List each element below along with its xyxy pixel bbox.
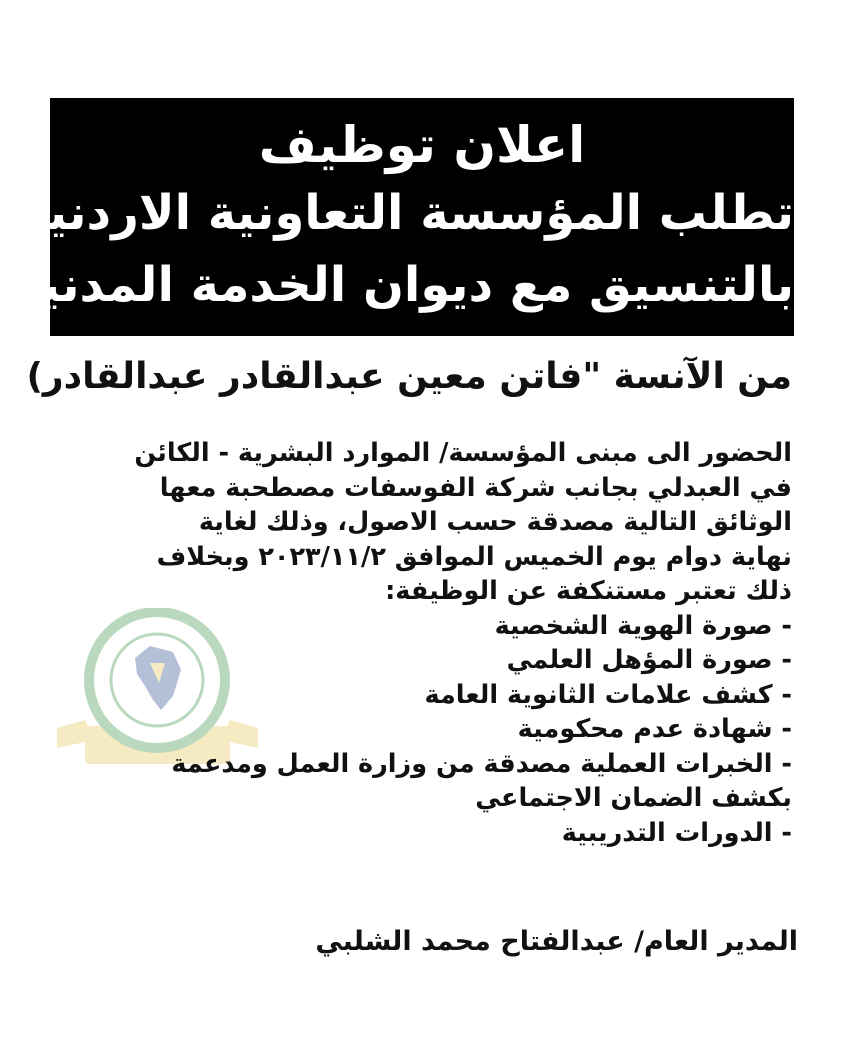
list-item: - الدورات التدريبية (561, 817, 792, 848)
header-line-2: تطلب المؤسسة التعاونية الاردنية (19, 185, 794, 241)
list-item: - شهادة عدم محكومية (517, 714, 792, 744)
announcement-body (52, 436, 792, 850)
list-item: - كشف علامات الثانوية العامة (424, 679, 792, 710)
body-line: الحضور الى مبنى المؤسسة/ الموارد البشرية - الكائن (134, 438, 792, 468)
recipient-name: من الآنسة "فاتن معين عبدالقادر عبدالقادر) (26, 356, 792, 397)
list-item: - الخبرات العملية مصدقة من وزارة العمل ومدعمة (171, 748, 792, 779)
announcement-header (12, 98, 794, 336)
header-line-3: بالتنسيق مع ديوان الخدمة المدنية (12, 257, 794, 313)
list-item: بكشف الضمان الاجتماعي (475, 783, 792, 813)
body-line: الوثائق التالية مصدقة حسب الاصول، وذلك لغاية (198, 507, 792, 537)
body-line: ذلك تعتبر مستنكفة عن الوظيفة: (385, 576, 792, 606)
list-item: - صورة المؤهل العلمي (506, 645, 792, 675)
announcement-title: اعلان توظيف (258, 116, 586, 174)
required-documents-list (52, 609, 792, 851)
list-item: - صورة الهوية الشخصية (494, 610, 792, 641)
signature-line: المدير العام/ عبدالفتاح محمد الشلبي (315, 926, 798, 957)
body-line: نهاية دوام يوم الخميس الموافق ٢٠٢٣/١١/٢ وبخلاف (156, 541, 792, 572)
body-line: في العبدلي بجانب شركة الفوسفات مصطحبة معها (159, 472, 792, 503)
